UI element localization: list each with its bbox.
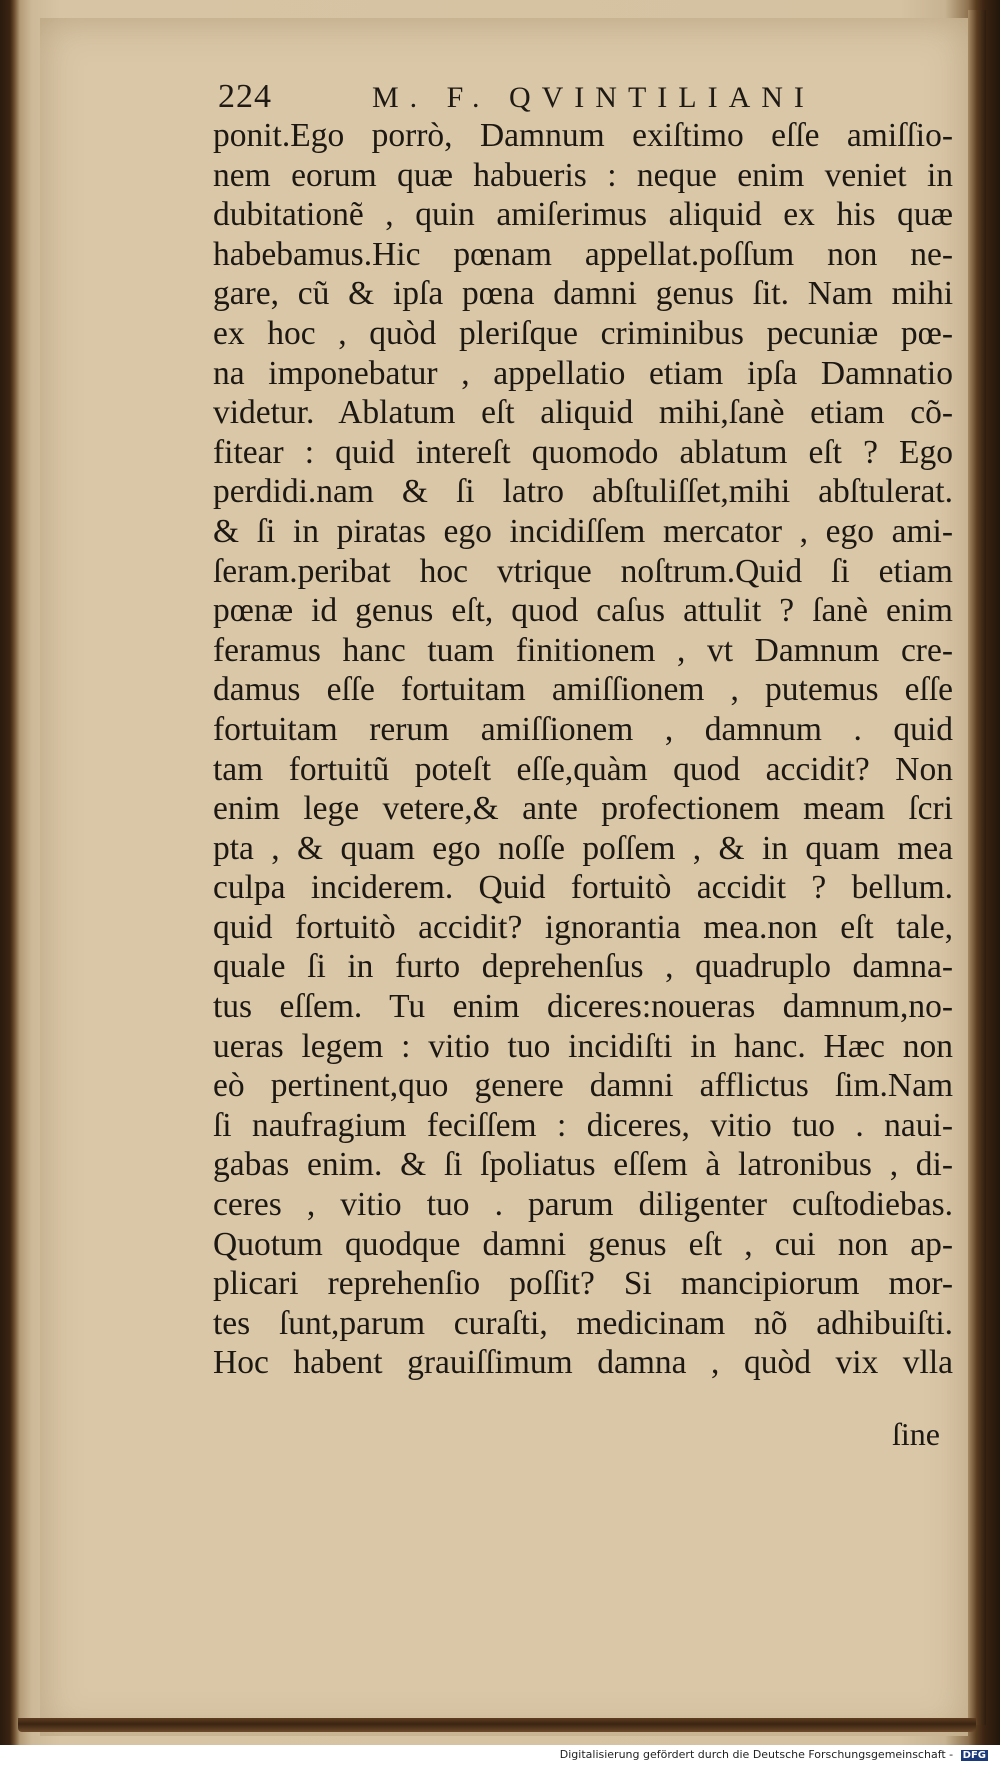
text-line: pta , & quam ego noſſe poſſem , & in quam mea xyxy=(213,829,953,867)
text-line: plicari reprehenſio poſſit? Si mancipiorum mor- xyxy=(213,1265,953,1303)
body-text xyxy=(213,116,953,1383)
footer-bar xyxy=(0,1745,1000,1765)
text-line: tes ſunt,parum curaſti, medicinam nõ adhibuiſti. xyxy=(213,1304,953,1342)
text-line: gabas enim. & ſi ſpoliatus eſſem à latronibus , di- xyxy=(213,1146,953,1184)
text-line: tam fortuitũ poteſt eſſe,quàm quod accidit? Non xyxy=(213,750,953,788)
dfg-logo-icon[interactable]: DFG xyxy=(962,1750,986,1761)
text-line: & ſi in piratas ego incidiſſem mercator , ego ami- xyxy=(213,512,953,550)
book-fore-edge xyxy=(968,10,986,1725)
text-line: ceres , vitio tuo . parum diligenter cuſtodiebas. xyxy=(213,1186,953,1224)
text-line: videtur. Ablatum eſt aliquid mihi,ſanè etiam cõ- xyxy=(213,394,953,432)
text-line: na imponebatur , appellatio etiam ipſa Damnatio xyxy=(213,354,953,392)
text-line: quale ſi in furto deprehenſus , quadruplo damna- xyxy=(213,948,953,986)
page-number: 224 xyxy=(218,78,272,115)
text-line: habebamus.Hic pœnam appellat.poſſum non ne- xyxy=(213,235,953,273)
text-line: perdidi.nam & ſi latro abſtuliſſet,mihi abſtulerat. xyxy=(213,473,953,511)
footer-credit: Digitalisierung gefördert durch die Deutsche Forschungsgemeinschaft - xyxy=(559,1748,954,1761)
text-line: Quotum quodque damni genus eſt , cui non ap- xyxy=(213,1225,953,1263)
text-line: feramus hanc tuam finitionem , vt Damnum cre- xyxy=(213,631,953,669)
text-line: enim lege vetere,& ante profectionem meam ſcri xyxy=(213,790,953,828)
text-line: culpa inciderem. Quid fortuitò accidit ? bellum. xyxy=(213,869,953,907)
text-line: ſeram.peribat hoc vtrique noſtrum.Quid ſi etiam xyxy=(213,552,953,590)
text-line: pœnæ id genus eſt, quod caſus attulit ? ſanè enim xyxy=(213,592,953,630)
text-line: ſi naufragium feciſſem : diceres, vitio tuo . naui- xyxy=(213,1106,953,1144)
text-line: ponit.Ego porrò, Damnum exiſtimo eſſe amiſſio- xyxy=(213,117,953,154)
running-head-title: M. F. QVINTILIANI xyxy=(372,81,815,114)
catchword: ſine xyxy=(892,1416,940,1452)
footer-credit-wrap xyxy=(560,1748,988,1761)
text-line: dubitationẽ , quin amiſerimus aliquid ex his quæ xyxy=(213,196,953,234)
running-head xyxy=(218,78,978,118)
text-line: gare, cũ & ipſa pœna damni genus ſit. Nam mihi xyxy=(213,275,953,313)
text-line: damus eſſe fortuitam amiſſionem , putemus eſſe xyxy=(213,671,953,709)
text-line: quid fortuitò accidit? ignorantia mea.non eſt tale, xyxy=(213,908,953,946)
book-bottom-edge xyxy=(18,1718,976,1732)
text-line: Hoc habent grauiſſimum damna , quòd vix vlla xyxy=(213,1344,953,1382)
text-line: nem eorum quæ habueris : neque enim veniet in xyxy=(213,156,953,194)
text-line: ueras legem : vitio tuo incidiſti in hanc. Hæc non xyxy=(213,1027,953,1065)
text-line: ex hoc , quòd pleriſque criminibus pecuniæ pœ- xyxy=(213,314,953,352)
text-line: fortuitam rerum amiſſionem , damnum . quid xyxy=(213,710,953,748)
text-line: fitear : quid intereſt quomodo ablatum eſt ? Ego xyxy=(213,433,953,471)
text-line: eò pertinent,quo genere damni afflictus ſim.Nam xyxy=(213,1067,953,1105)
text-line: tus eſſem. Tu enim diceres:noueras damnum,no- xyxy=(213,988,953,1026)
